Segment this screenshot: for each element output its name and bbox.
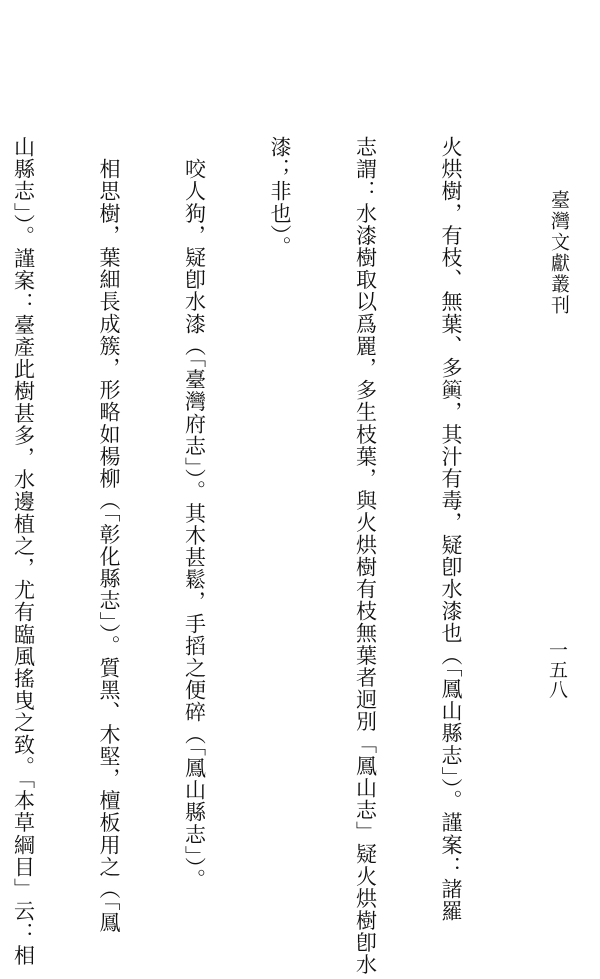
- text-column: 山縣志」）。謹案：臺產此樹甚多，水邊植之，尤有臨風搖曳之致。「本草綱目」云：相: [11, 136, 36, 967]
- text-column: 漆；非也）。: [268, 136, 292, 259]
- text-column: 咬人狗，疑卽水漆（「臺灣府志」）。其木甚鬆，手搯之便碎（「鳳山縣志」）。: [182, 136, 207, 891]
- text-column: 相思樹，葉細長成簇，形略如楊柳（「彰化縣志」）。質黑、木堅，檀板用之（「鳳: [97, 136, 121, 934]
- vertical-body-text: [11, 136, 522, 976]
- book-title-header: 臺灣文獻叢刊: [548, 190, 570, 316]
- page-number: 一五八: [546, 640, 568, 700]
- text-column: 志謂：水漆樹取以爲䍡，多生枝葉，與火烘樹有枝無葉者迥別「鳳山志」疑火烘樹卽水: [353, 136, 378, 976]
- text-column: 火烘樹，有枝、無葉、多𥷔，其汁有毒，疑卽水漆也（「鳳山縣志」）。謹案：諸羅: [439, 136, 463, 923]
